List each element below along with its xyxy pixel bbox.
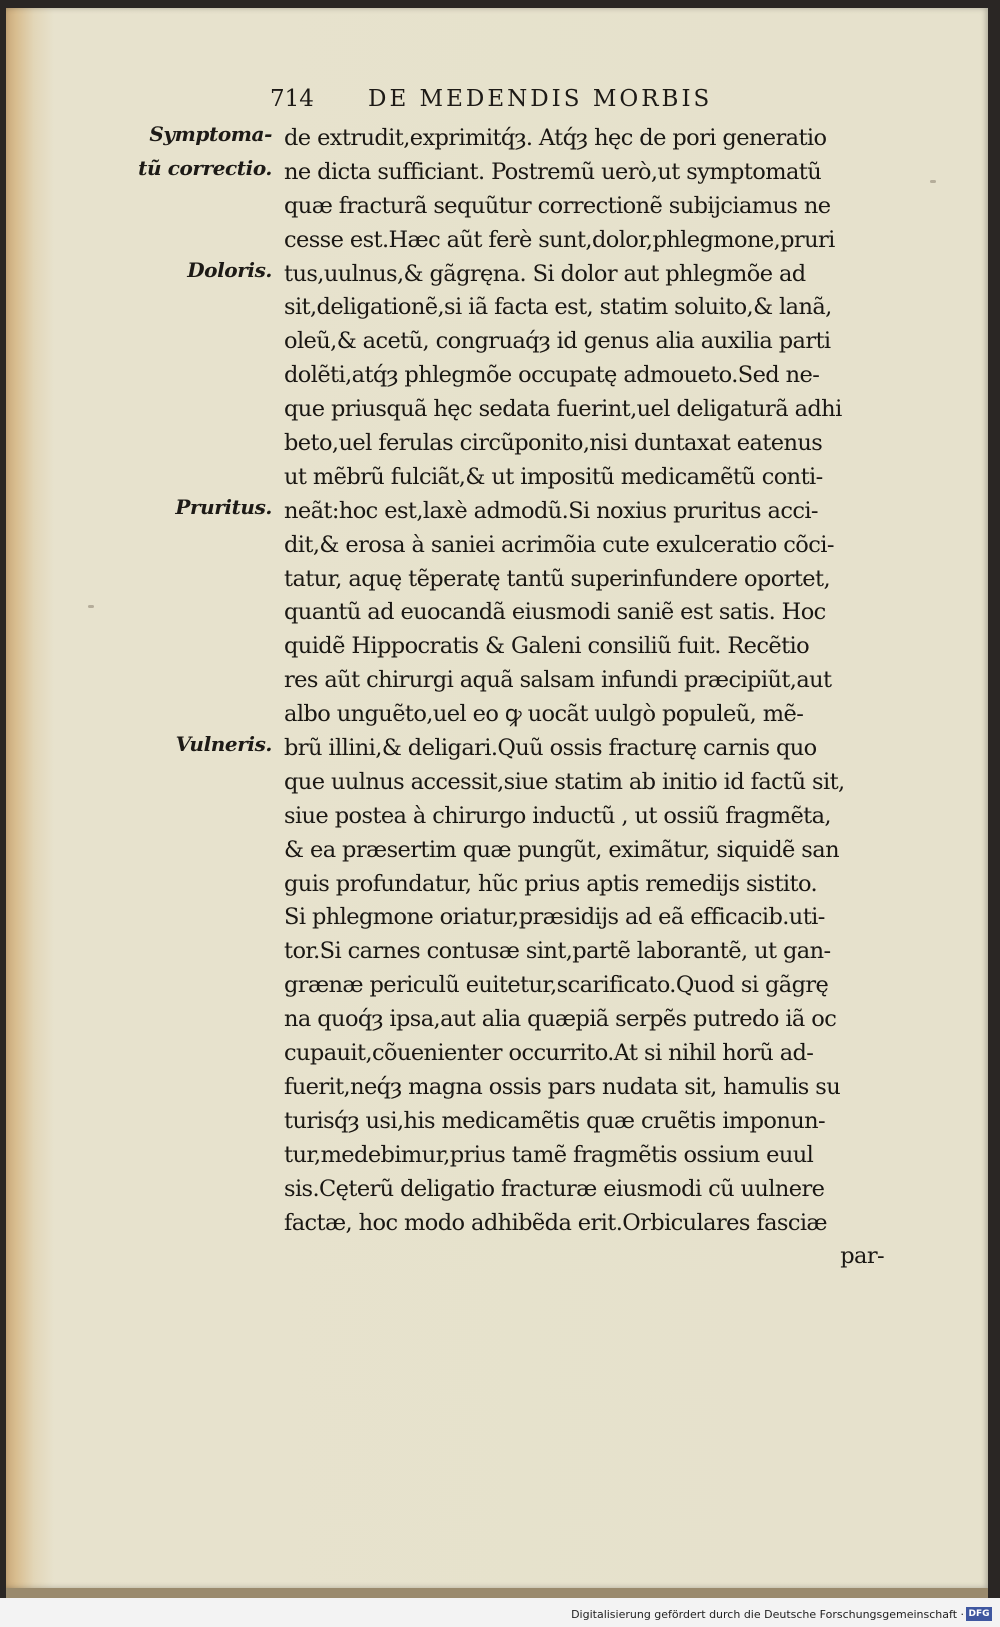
text-line: que uulnus accessit,siue statim ab initio id factũ sit, xyxy=(284,768,845,795)
text-line: dolẽti,atq́ȝ phlegmõe occupatę admoueto.Sed ne- xyxy=(284,362,820,389)
page-header xyxy=(270,86,830,112)
text-line: quidẽ Hippocratis & Galeni consiliũ fuit. Recẽtio xyxy=(284,633,810,660)
text-line: quæ fracturã sequũtur correctionẽ subijciamus ne xyxy=(284,192,831,219)
text-line: dit,& erosa à saniei acrimõia cute exulceratio cõci- xyxy=(284,531,834,558)
running-title: DE MEDENDIS MORBIS xyxy=(368,86,713,112)
text-line: albo unguẽto,uel eo ꝙ uocãt uulgò populeũ, mẽ- xyxy=(284,701,804,728)
text-line: oleũ,& acetũ, congruaq́ȝ id genus alia auxilia parti xyxy=(284,328,831,355)
text-line: factæ, hoc modo adhibẽda erit.Orbiculares fasciæ xyxy=(284,1209,827,1236)
page-smudge xyxy=(88,605,94,608)
text-line: tur,medebimur,prius tamẽ fragmẽtis ossium euul xyxy=(284,1141,814,1168)
text-line: ne dicta sufficiant. Postremũ uerò,ut symptomatũ xyxy=(284,158,822,185)
body-text xyxy=(284,122,924,1274)
text-line: na quoq́ȝ ipsa,aut alia quæpiã serpẽs putredo iã oc xyxy=(284,1006,837,1033)
text-line: de extrudit,exprimitq́ȝ. Atq́ȝ hęc de pori generatio xyxy=(284,125,827,151)
text-line: neãt:hoc est,laxè admodũ.Si noxius pruritus acci- xyxy=(284,497,818,524)
margin-note-symptoma: Symptoma- xyxy=(149,122,272,146)
text-line: tor.Si carnes contusæ sint,partẽ laborantẽ, ut gan- xyxy=(284,938,831,965)
page-number: 714 xyxy=(270,86,314,112)
text-line: quantũ ad euocandã eiusmodi saniẽ est satis. Hoc xyxy=(284,599,826,626)
text-line: guis profundatur, hũc prius aptis remedijs sistito. xyxy=(284,870,818,897)
margin-note-correctio: tũ correctio. xyxy=(138,156,272,180)
margin-note-pruritus: Pruritus. xyxy=(175,495,272,519)
text-line: turisq́ȝ usi,his medicamẽtis quæ cruẽtis imponun- xyxy=(284,1107,825,1134)
footer-credit: Digitalisierung gefördert durch die Deutsche Forschungsgemeinschaft · xyxy=(571,1608,964,1621)
text-line: brũ illini,& deligari.Quũ ossis fracturę carnis quo xyxy=(284,735,817,762)
text-line: sit,deligationẽ,si iã facta est, statim soluito,& lanã, xyxy=(284,294,832,321)
text-line: fuerit,neq́ȝ magna ossis pars nudata sit, hamulis su xyxy=(284,1073,841,1100)
text-line: Si phlegmone oriatur,præsidijs ad eã efficacib.uti- xyxy=(284,904,825,931)
margin-note-doloris: Doloris. xyxy=(187,258,272,282)
text-line: cesse est.Hæc aũt ferè sunt,dolor,phlegmone,pruri xyxy=(284,226,835,253)
text-line: res aũt chirurgi aquã salsam infundi præcipiũt,aut xyxy=(284,667,832,694)
text-line: cupauit,cõuenienter occurrito.At si nihil horũ ad- xyxy=(284,1040,814,1067)
text-line: beto,uel ferulas circũponito,nisi duntaxat eatenus xyxy=(284,430,823,457)
text-line: tatur, aquę tẽperatę tantũ superinfundere oportet, xyxy=(284,565,830,592)
catchword: par- xyxy=(840,1243,884,1270)
margin-note-vulneris: Vulneris. xyxy=(175,732,272,756)
text-line: que priusquã hęc sedata fuerint,uel deligaturã adhi xyxy=(284,396,842,423)
page-bottom-edge xyxy=(6,1588,988,1598)
text-line: siue postea à chirurgo inductũ , ut ossiũ fragmẽta, xyxy=(284,802,831,829)
text-line: ut mẽbrũ fulciãt,& ut impositũ medicamẽtũ conti- xyxy=(284,463,823,490)
text-line: & ea præsertim quæ pungũt, eximãtur, siquidẽ san xyxy=(284,836,839,863)
dfg-logo: DFG xyxy=(966,1607,992,1621)
text-line: grænæ periculũ euitetur,scarificato.Quod si gãgrę xyxy=(284,972,829,999)
text-line: tus,uulnus,& gãgręna. Si dolor aut phlegmõe ad xyxy=(284,260,806,287)
text-line: sis.Cęterũ deligatio fracturæ eiusmodi cũ uulnere xyxy=(284,1175,825,1202)
page-smudge xyxy=(930,180,936,183)
